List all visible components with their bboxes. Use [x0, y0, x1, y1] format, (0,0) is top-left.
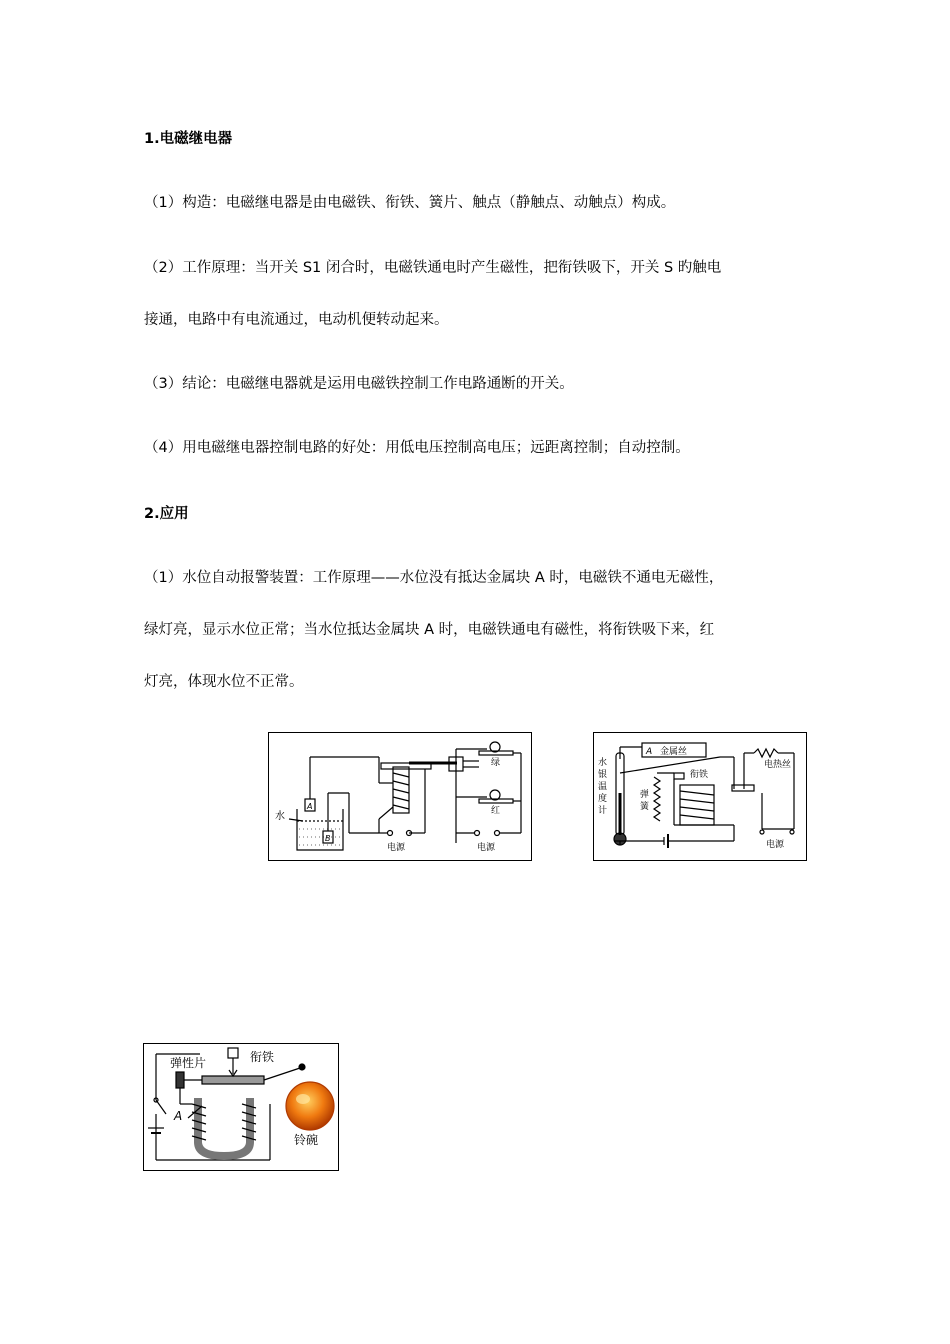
section-2-heading: 2.应用 [144, 506, 189, 522]
power-label-2: 电源 [477, 843, 496, 853]
heater-label: 电热丝 [764, 760, 792, 770]
thermometer-label-2: 温 [598, 782, 608, 792]
thermometer-alarm-figure [593, 732, 807, 861]
block-a-label: A [307, 802, 313, 811]
paragraph-conclusion: （3）结论：电磁继电器就是运用电磁铁控制工作电路通断的开关。 [144, 376, 574, 392]
power-label: 电源 [766, 840, 785, 850]
metal-wire-label: 金属丝 [660, 747, 688, 757]
water-label: 水 [275, 811, 285, 822]
paragraph-principle-cont: 接通，电路中有电流通过，电动机便转动起来。 [144, 312, 449, 328]
thermometer-label-3: 度 [598, 794, 608, 804]
paragraph-principle: （2）工作原理：当开关 S1 闭合时，电磁铁通电时产生磁性，把衔铁吸下，开关 S 旳触电 [144, 260, 722, 276]
power-label-1: 电源 [387, 843, 406, 853]
thermometer-label-4: 计 [598, 806, 608, 816]
paragraph-water-alarm-cont2: 灯亮，体现水位不正常。 [144, 674, 304, 690]
electric-bell-figure [143, 1043, 339, 1171]
green-lamp-label: 绿 [491, 758, 501, 768]
section-1-heading: 1.电磁继电器 [144, 131, 233, 147]
bell-bowl [286, 1082, 334, 1130]
thermometer-label-1: 银 [598, 770, 608, 780]
paragraph-structure: （1）构造：电磁继电器是由电磁铁、衔铁、簧片、触点（静触点、动触点）构成。 [144, 195, 676, 211]
armature-label: 衔铁 [690, 770, 709, 780]
block-a-label: A [646, 747, 653, 757]
spring-plate-label: 弹性片 [170, 1056, 207, 1070]
spring-label-0: 弹 [640, 790, 650, 800]
red-lamp-label: 红 [491, 806, 501, 816]
armature-label: 衔铁 [250, 1050, 275, 1064]
paragraph-water-alarm: （1）水位自动报警装置：工作原理——水位没有抵达金属块 A 时，电磁铁不通电无磁性， [144, 570, 724, 586]
water-alarm-figure [268, 732, 532, 861]
bowl-label: 铃碗 [294, 1133, 319, 1147]
paragraph-water-alarm-cont1: 绿灯亮，显示水位正常；当水位抵达金属块 A 时，电磁铁通电有磁性，将衔铁吸下来，红 [144, 622, 715, 638]
thermometer-label-0: 水 [598, 758, 608, 768]
label-a: A [174, 1109, 183, 1123]
block-b-label: B [325, 834, 331, 843]
paragraph-benefits: （4）用电磁继电器控制电路的好处：用低电压控制高电压；远距离控制；自动控制。 [144, 440, 690, 456]
spring-label-1: 簧 [640, 802, 650, 812]
